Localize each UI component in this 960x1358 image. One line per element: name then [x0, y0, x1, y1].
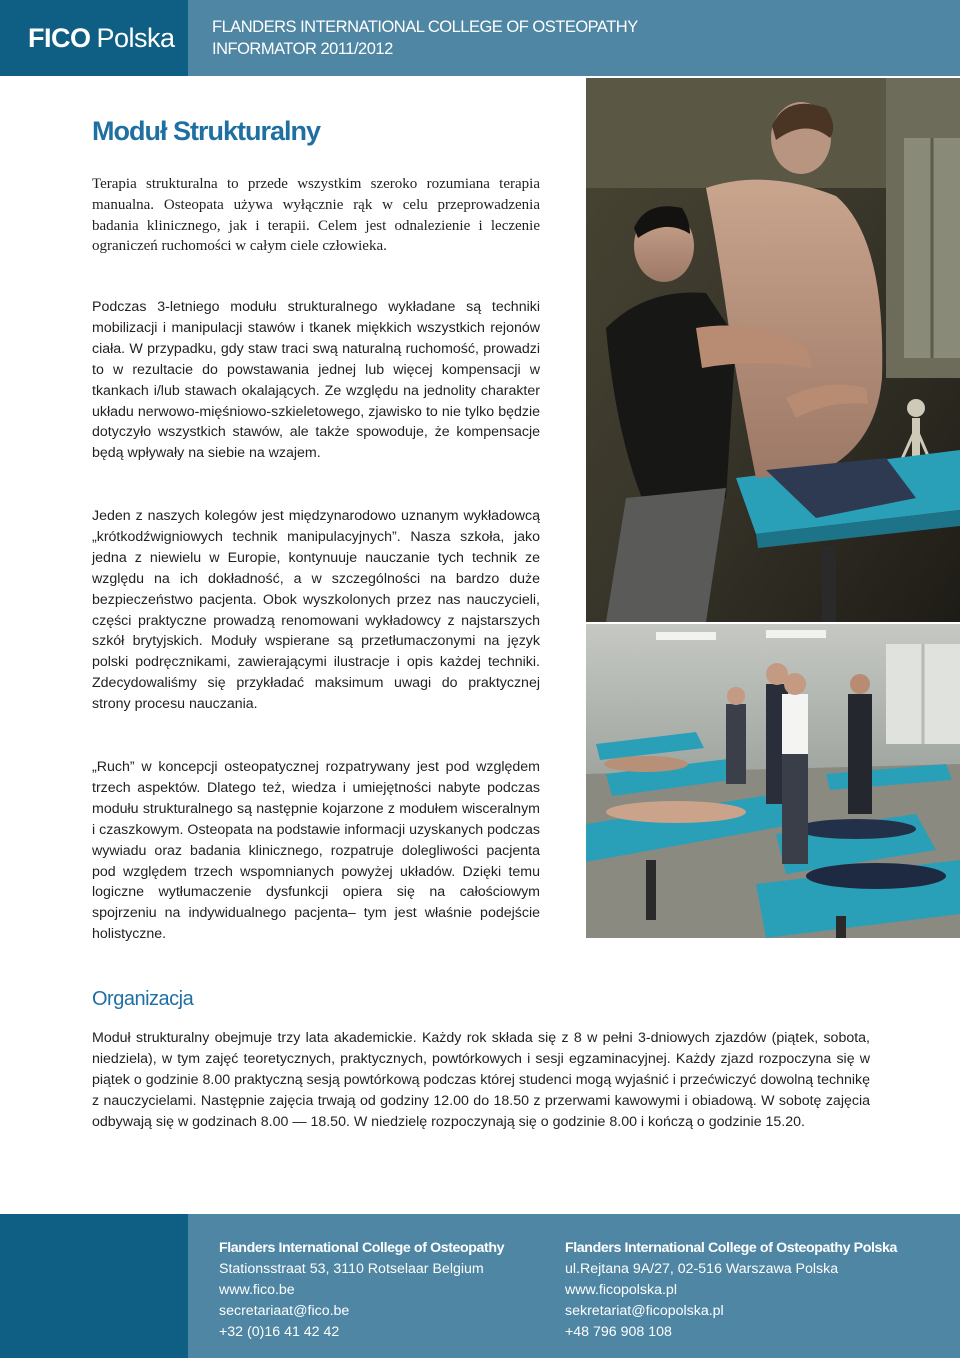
- footer-belgium-phone: +32 (0)16 41 42 42: [219, 1324, 340, 1340]
- footer-logo-block: [0, 1214, 188, 1358]
- footer-poland-email-link[interactable]: sekretariat@ficopolska.pl: [565, 1303, 724, 1319]
- footer-contact-belgium: [219, 1238, 504, 1343]
- organization-heading: Organizacja: [92, 988, 194, 1010]
- footer-poland-address: ul.Rejtana 9A/27, 02-516 Warszawa Polska: [565, 1261, 839, 1277]
- footer-poland-name: Flanders International College of Osteopathy Polska: [565, 1240, 897, 1256]
- paragraph-movement: „Ruch” w koncepcji osteopatycznej rozpatrywany jest pod względem trzech aspektów. Dlatego też, wiedza i umiejętności nabyte podczas modułu strukturalnego są następnie kojarzone z modułem wisceralnym i czaszkowym. Osteopata na podstawie informacji uzyskanych podczas wywiadu oraz badania klinicznego, rozpatruje dolegliwości pacjenta pod względem trzech wspomnianych powyżej układów. Dzięki temu logiczne wytłumaczenie dysfunkcji opiera się na całościowym spojrzeniu na indywidualnego pacjenta– tym jest właśnie podejście holistyczne.: [92, 759, 540, 943]
- treatment-photo: [586, 78, 960, 622]
- paragraph-lecturers: Jeden z naszych kolegów jest międzynarodowo uznanym wykładowcą „krótkodźwigniowych technik manipulacyjnych”. Nasza szkoła, jako jedna z niewielu w Europie, kontynuuje nauczanie tych technik ze względu na ich dokładność, a w szczególności na bardzo duże bezpieczeństwo pacjenta. Obok wyszkolonych przez nas nauczycieli, części praktyczne prowadzą renomowani wykładowcy z najstarszych szkół brytyjskich. Moduły wspierane są przetłumaczonymi na język polski podręcznikami, zawierającymi ilustracje i opis każdej techniki. Zdecydowaliśmy się przykładać maksimum uwagi do praktycznej strony procesu nauczania.: [92, 508, 540, 713]
- footer-belgium-address: Stationsstraat 53, 3110 Rotselaar Belgium: [219, 1261, 484, 1277]
- paragraph-intro: Terapia strukturalna to przede wszystkim szeroko rozumiana terapia manualna. Osteopata używa wyłącznie rąk w celu przeprowadzenia badania klinicznego, jak i terapii. Celem jest odnalezienie i leczenie ograniczeń ruchomości w całym ciele człowieka.: [92, 176, 540, 255]
- header-informator: INFORMATOR 2011/2012: [212, 40, 393, 58]
- page-footer: [0, 1214, 960, 1358]
- header-college-name: FLANDERS INTERNATIONAL COLLEGE OF OSTEOPATHY: [212, 18, 638, 36]
- fico-polska-logo: [0, 0, 188, 76]
- logo-brand: FICO: [28, 22, 91, 53]
- page-title: Moduł Strukturalny: [92, 116, 321, 146]
- footer-poland-website-link[interactable]: www.ficopolska.pl: [565, 1282, 677, 1298]
- footer-contact-poland: [565, 1238, 897, 1343]
- classroom-photo: [586, 624, 960, 938]
- footer-belgium-email-link[interactable]: secretariaat@fico.be: [219, 1303, 350, 1319]
- footer-poland-phone: +48 796 908 108: [565, 1324, 672, 1340]
- paragraph-module: Podczas 3-letniego modułu strukturalnego wykładane są techniki mobilizacji i manipulacji stawów i tkanek miękkich wszystkich rejonów ciała. W przypadku, gdy staw traci swą naturalną ruchomość, prowadzi to w rezultacie do powstawania jednej lub więcej kompensacji w tkankach i/lub stawach okalających. Ze względu na jednolity charakter układu nerwowo-mięśniowo-szkieletowego, zjawisko to nie tylko będzie dotyczyło wszystkich stawów, ale także spowoduje, że kompensacje będą wpływały na siebie na wzajem.: [92, 299, 540, 462]
- logo-country: Polska: [96, 22, 175, 53]
- footer-belgium-name: Flanders International College of Osteopathy: [219, 1240, 505, 1256]
- page-header: [0, 0, 960, 76]
- header-title-block: [212, 16, 638, 60]
- organization-paragraph: Moduł strukturalny obejmuje trzy lata akademickie. Każdy rok składa się z 8 w pełni 3-dniowych zjazdów (piątek, sobota, niedziela), w tym zajęć teoretycznych, praktycznych, powtórkowych i sesji egzaminacyjnej. Każdy zjazd rozpoczyna się w piątek o godzinie 8.00 praktyczną sesją powtórkową podczas której studenci mogą wyjaśnić i przećwiczyć dowolną technikę z nauczycielami. Następnie zajęcia trwają od godziny 12.00 do 18.50 z przerwami kawowymi i obiadową. W sobotę zajęcia odbywają się w godzinach 8.00 — 18.50. W niedzielę rozpoczynają się o godzinie 8.00 i kończą o godzinie 15.20.: [92, 1030, 870, 1130]
- footer-belgium-website-link[interactable]: www.fico.be: [219, 1282, 295, 1298]
